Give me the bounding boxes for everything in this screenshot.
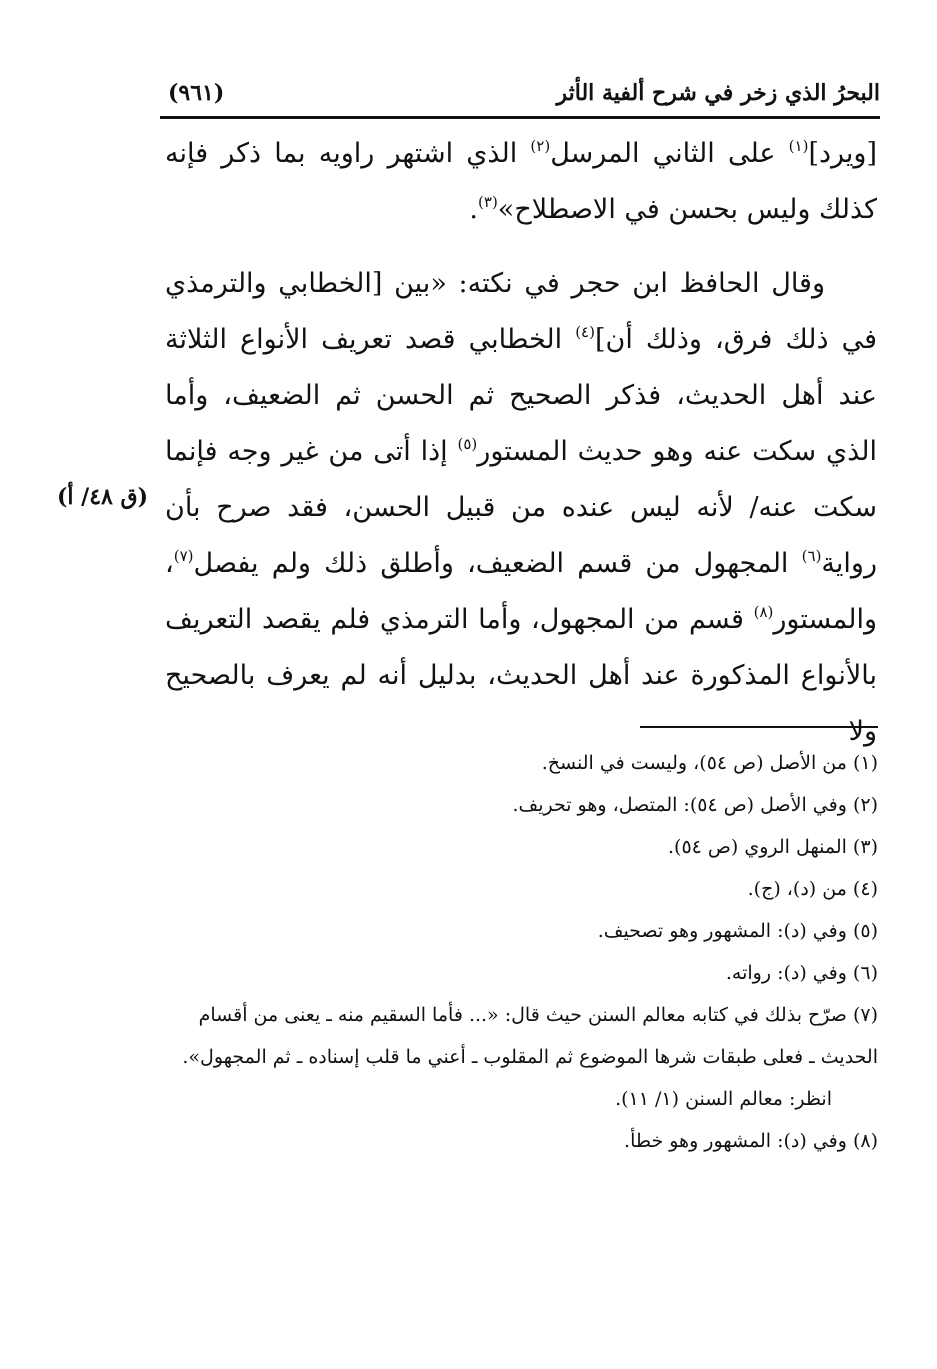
page-number: (٩٦١)	[168, 80, 225, 106]
text-run: .	[469, 194, 479, 225]
footnote-item: (٨) وفي (د): المشهور وهو خطأ.	[624, 1130, 878, 1152]
footnote-item: انظر: معالم السنن (١/ ١١).	[615, 1088, 832, 1110]
footnote-ref: (٨)	[753, 603, 774, 621]
text-run: الخطابي قصد تعريف الأنواع الثلاثة عند أهل الحديث، فذكر الصحيح ثم الحسن ثم الضعيف، وأما الذي سكت عنه وهو حديث المستور	[165, 324, 877, 467]
footnote-item: (٦) وفي (د): رواته.	[725, 962, 878, 984]
footnote-ref: (٢)	[530, 137, 551, 155]
text-run: إذا أتى من غير وجه فإنما سكت عنه/ لأنه ليس عنده من قبيل الحسن، فقد صرح بأن رواية	[165, 436, 877, 579]
manuscript-folio-note: (ق ٤٨/ أ)	[57, 484, 148, 510]
footnote-ref: (٤)	[575, 323, 595, 341]
running-header	[160, 78, 880, 112]
footnote-item: (٥) وفي (د): المشهور وهو تصحيف.	[597, 920, 878, 942]
footnote-separator	[640, 726, 878, 728]
footnote-item: (١) من الأصل (ص ٥٤)، وليست في النسخ.	[541, 752, 878, 774]
text-run: وقال الحافظ ابن حجر في نكته: «بين [الخطابي والترمذي في ذلك فرق، وذلك أن]	[165, 268, 877, 355]
text-run: المجهول من قسم الضعيف، وأطلق ذلك ولم يفصل	[193, 548, 802, 579]
text-run: الذي اشتهر راويه بما ذكر فإنه كذلك وليس بحسن في الاصطلاح»	[165, 138, 877, 225]
book-title: البحرُ الذي زخر في شرح ألفية الأثر	[556, 80, 880, 106]
header-rule	[160, 116, 880, 119]
footnote-ref: (٥)	[457, 435, 478, 453]
text-run: [ويرد]	[808, 138, 877, 169]
footnote-item: (٧) صرّح بذلك في كتابه معالم السنن حيث قال: «... فأما السقيم منه ـ يعنى من أقسام الحديث ـ فعلى طبقات شرها الموضوع ثم المقلوب ـ أعني ما قلب إسناده ـ ثم المجهول».	[182, 1004, 878, 1068]
footnote-ref: (٣)	[478, 193, 498, 211]
footnotes	[160, 742, 878, 1162]
main-text	[165, 126, 877, 760]
paragraph-2	[165, 256, 877, 760]
footnote-ref: (١)	[788, 137, 809, 155]
footnote-item: (٣) المنهل الروي (ص ٥٤).	[667, 836, 878, 858]
text-run: ، والمستور	[165, 548, 877, 635]
footnote-ref: (٧)	[173, 547, 194, 565]
paragraph-1	[165, 126, 877, 238]
footnote-item: (٢) وفي الأصل (ص ٥٤): المتصل، وهو تحريف.	[512, 794, 878, 816]
text-run: على الثاني المرسل	[550, 138, 789, 169]
footnote-item: (٤) من (د)، (ج).	[747, 878, 878, 900]
text-run: قسم من المجهول، وأما الترمذي فلم يقصد التعريف بالأنواع المذكورة عند أهل الحديث، بدليل أنه لم يعرف بالصحيح ولا	[165, 604, 877, 747]
footnote-ref: (٦)	[801, 547, 822, 565]
